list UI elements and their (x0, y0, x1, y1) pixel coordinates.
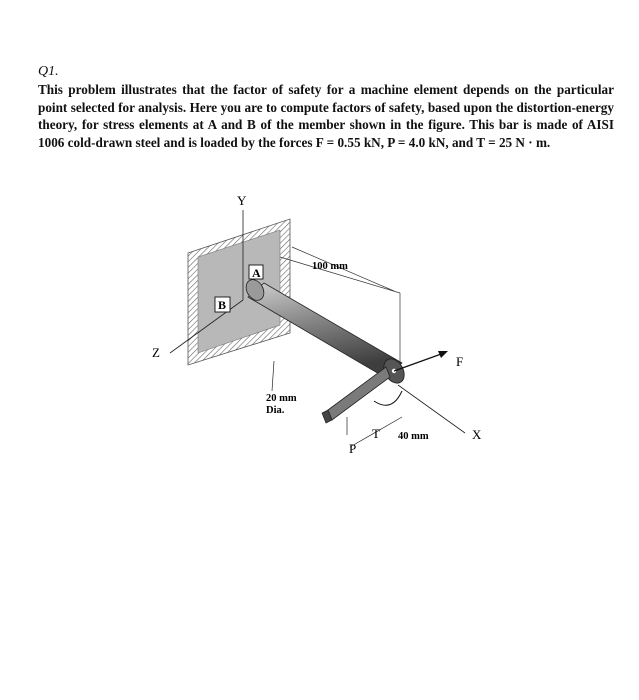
point-b-label: B (218, 298, 227, 312)
arm-dimension-label: 40 mm (398, 431, 429, 442)
torque-arc (374, 391, 402, 405)
z-axis-label: Z (152, 345, 160, 360)
load-p-label: P (349, 441, 357, 456)
y-axis-label: Y (237, 193, 247, 208)
diameter-leader (272, 361, 274, 391)
x-axis-label: X (472, 427, 482, 442)
diameter-label-line2: Dia. (266, 405, 285, 416)
problem-statement: This problem illustrates that the factor of safety for a machine element depends on the particular point selected for analysis. Here you are to compute factors of safety, based upon the distortion-energy theory, for stress elements at A and B of the member shown in the figure. This bar is made of AISI 1006 cold-drawn steel and is loaded by the forces F = 0.55 kN, P = 4.0 kN, and T = 25 N · m. (38, 82, 614, 150)
x-axis (398, 385, 465, 433)
force-f-arrow (394, 351, 448, 371)
diameter-label-line1: 20 mm (266, 393, 297, 404)
torque-t-label: T (372, 426, 380, 441)
crank-arm (322, 367, 390, 423)
bar-figure (140, 185, 520, 475)
length-dimension-label: 100 mm (312, 261, 348, 272)
point-a-label: A (252, 266, 261, 280)
force-f-label: F (456, 354, 464, 369)
question-number: Q1. (38, 64, 59, 79)
